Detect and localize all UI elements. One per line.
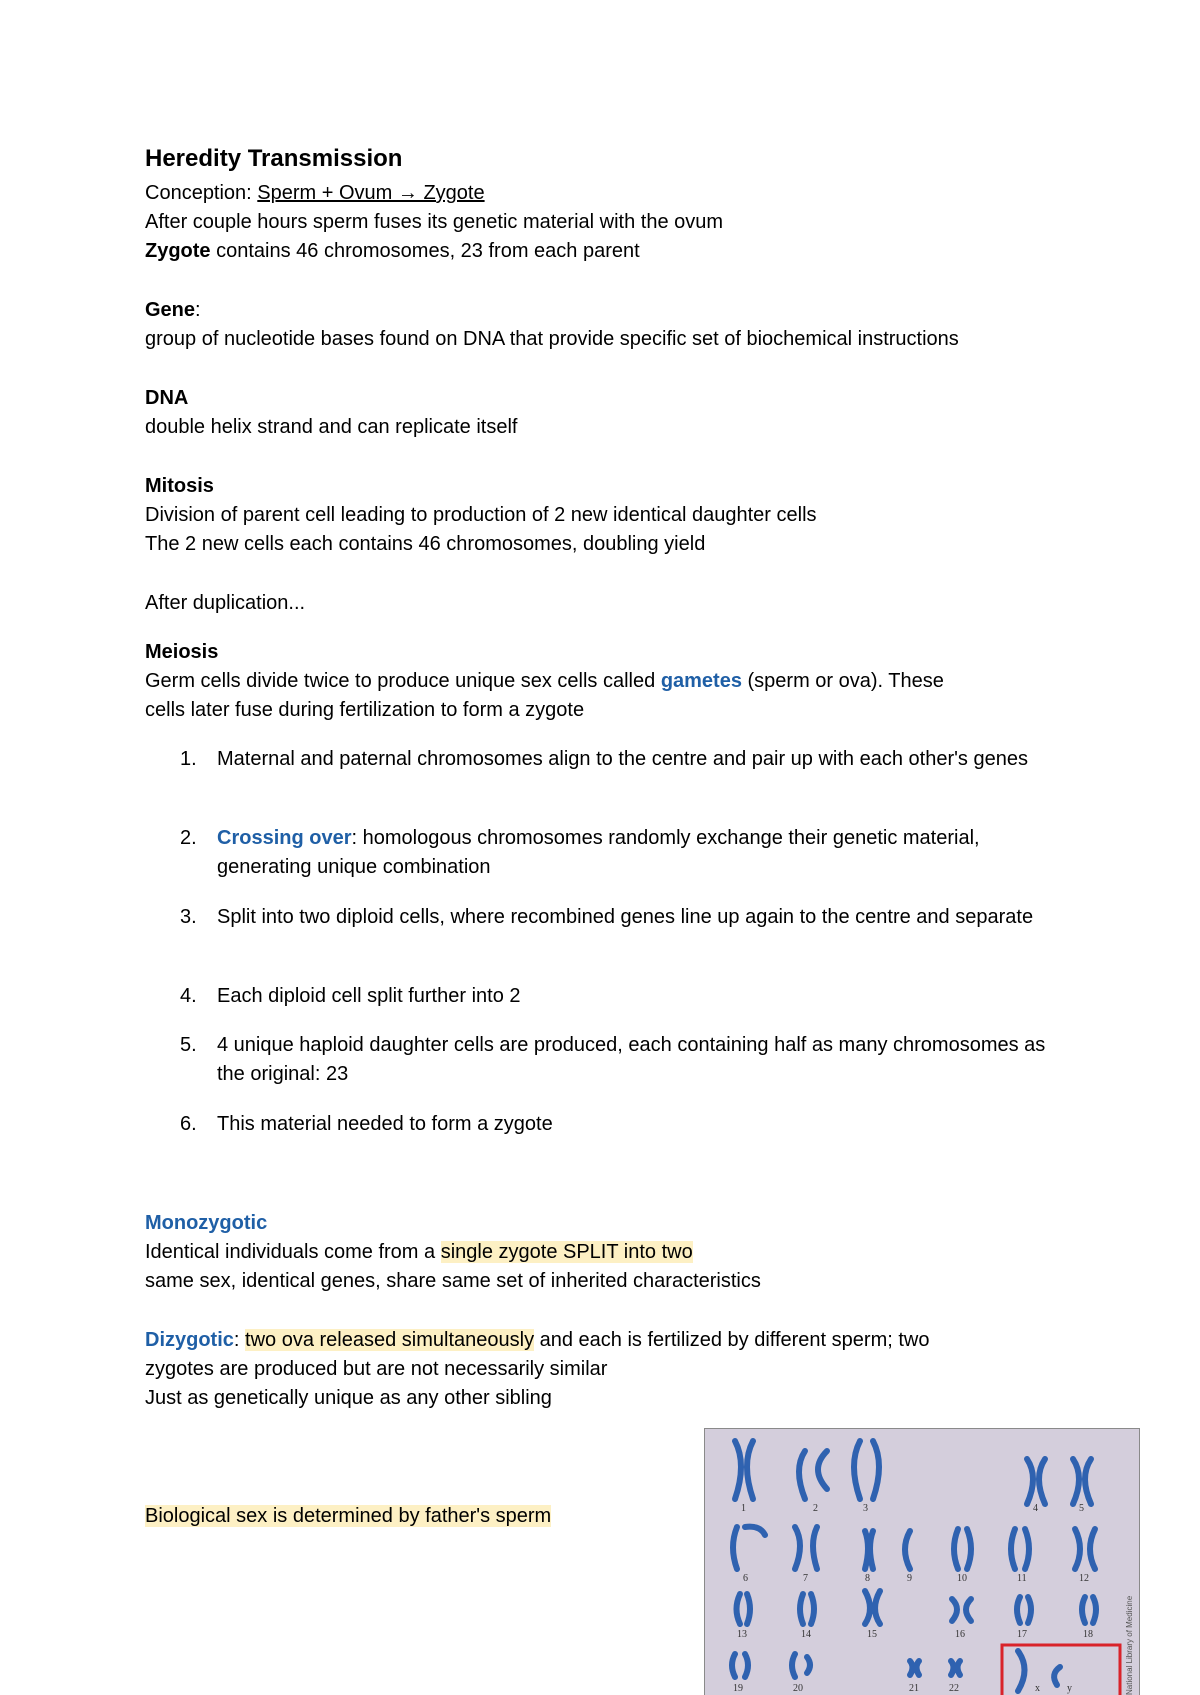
mitosis-line-2: The 2 new cells each contains 46 chromosomes, doubling yield [145,533,706,555]
dizygotic-colon: : [233,1329,246,1351]
chromosome-label: 11 [1017,1573,1027,1584]
monozygotic-text: Identical individuals come from a [145,1241,441,1263]
monozygotic-heading: Monozygotic [145,1212,268,1234]
gametes-term: gametes [660,670,742,692]
chromosome-label: 20 [793,1683,803,1694]
meiosis-heading: Meiosis [145,641,219,663]
chromosome-label: 1 [741,1503,746,1514]
zygote-text: contains 46 chromosomes, 23 from each parent [210,240,640,262]
karyotype-image [704,1428,1140,1695]
chromosome-label: 6 [743,1573,748,1584]
step-number: 4. [180,985,197,1007]
step-text: Split into two diploid cells, where recombined genes line up again to the centre and separate [217,906,1034,928]
dizygotic-line-1 [145,1326,929,1354]
chromosome-label: 10 [957,1573,967,1584]
chromosome-label: 16 [955,1629,965,1640]
chromosome-label: x [1035,1683,1040,1694]
after-duplication: After duplication... [145,592,306,614]
crossing-over-term: Crossing over [217,827,352,849]
dizygotic-line-2: zygotes are produced but are not necessarily similar [145,1358,608,1380]
fuse-line: After couple hours sperm fuses its genetic material with the ovum [145,211,724,233]
monozygotic-line-1 [145,1238,693,1266]
dna-text: double helix strand and can replicate itself [145,416,518,438]
chromosome-label: 7 [803,1573,808,1584]
chromosome-label: 3 [863,1503,868,1514]
mitosis-line-1: Division of parent cell leading to production of 2 new identical daughter cells [145,504,817,526]
step-text: This material needed to form a zygote [217,1113,553,1135]
dizygotic-highlight: two ova released simultaneously [245,1329,535,1351]
dna-heading: DNA [145,387,189,409]
meiosis-intro-line-1 [145,667,944,695]
conception-label: Conception: [145,182,258,204]
dizygotic-text: and each is fertilized by different sperm; two [534,1329,930,1351]
gene-text: group of nucleotide bases found on DNA that provide specific set of biochemical instructions [145,328,959,350]
monozygotic-highlight: single zygote SPLIT into two [440,1241,693,1263]
chromosome-label: 18 [1083,1629,1093,1640]
chromosome-label: 15 [867,1629,877,1640]
step-number: 5. [180,1034,197,1056]
chromosome-label: 21 [909,1683,919,1694]
chromosome-label: 14 [801,1629,811,1640]
meiosis-intro-a: Germ cells divide twice to produce unique sex cells called [145,670,661,692]
karyotype-figure [705,1429,1139,1695]
chromosome-label: 4 [1033,1503,1038,1514]
page-title: Heredity Transmission [145,145,403,172]
chromosome-label: 8 [865,1573,870,1584]
chromosome-label: 9 [907,1573,912,1584]
image-credit: National Library of Medicine [1125,1595,1134,1695]
zygote-term: Zygote [145,240,211,262]
chromosome-label: 22 [949,1683,959,1694]
step-text: 4 unique haploid daughter cells are produced, each containing half as many chromosomes as the original: 23 [217,1034,1046,1085]
step-number: 1. [180,748,197,770]
chromosome-label: 2 [813,1503,818,1514]
gene-heading-line [145,296,201,324]
dizygotic-line-3: Just as genetically unique as any other sibling [145,1387,552,1409]
biological-sex-line [145,1502,551,1530]
dizygotic-term: Dizygotic [145,1329,234,1351]
biological-sex-highlight: Biological sex is determined by father's sperm [145,1505,552,1527]
zygote-line [145,237,640,265]
step-number: 3. [180,906,197,928]
gene-colon: : [195,299,201,321]
step-item [217,824,1067,882]
meiosis-intro-line-2: cells later fuse during fertilization to form a zygote [145,699,585,721]
monozygotic-line-2: same sex, identical genes, share same set of inherited characteristics [145,1270,761,1292]
step-number: 6. [180,1113,197,1135]
step-text: Each diploid cell split further into 2 [217,985,521,1007]
step-text: Maternal and paternal chromosomes align to the centre and pair up with each other's genes [217,748,1028,770]
chromosome-label: 5 [1079,1503,1084,1514]
gene-heading: Gene [145,299,196,321]
step-number: 2. [180,827,197,849]
chromosome-label: 19 [733,1683,743,1694]
conception-line [145,179,485,207]
chromosome-label: 13 [737,1629,747,1640]
chromosome-label: 12 [1079,1573,1089,1584]
chromosome-label: 17 [1017,1629,1027,1640]
step-text: : homologous chromosomes randomly exchange their genetic material, generating unique combination [217,827,980,878]
meiosis-intro-b: (sperm or ova). These [741,670,944,692]
chromosome-label: y [1067,1683,1072,1694]
conception-formula: Sperm + Ovum → Zygote [257,182,485,204]
mitosis-heading: Mitosis [145,475,214,497]
